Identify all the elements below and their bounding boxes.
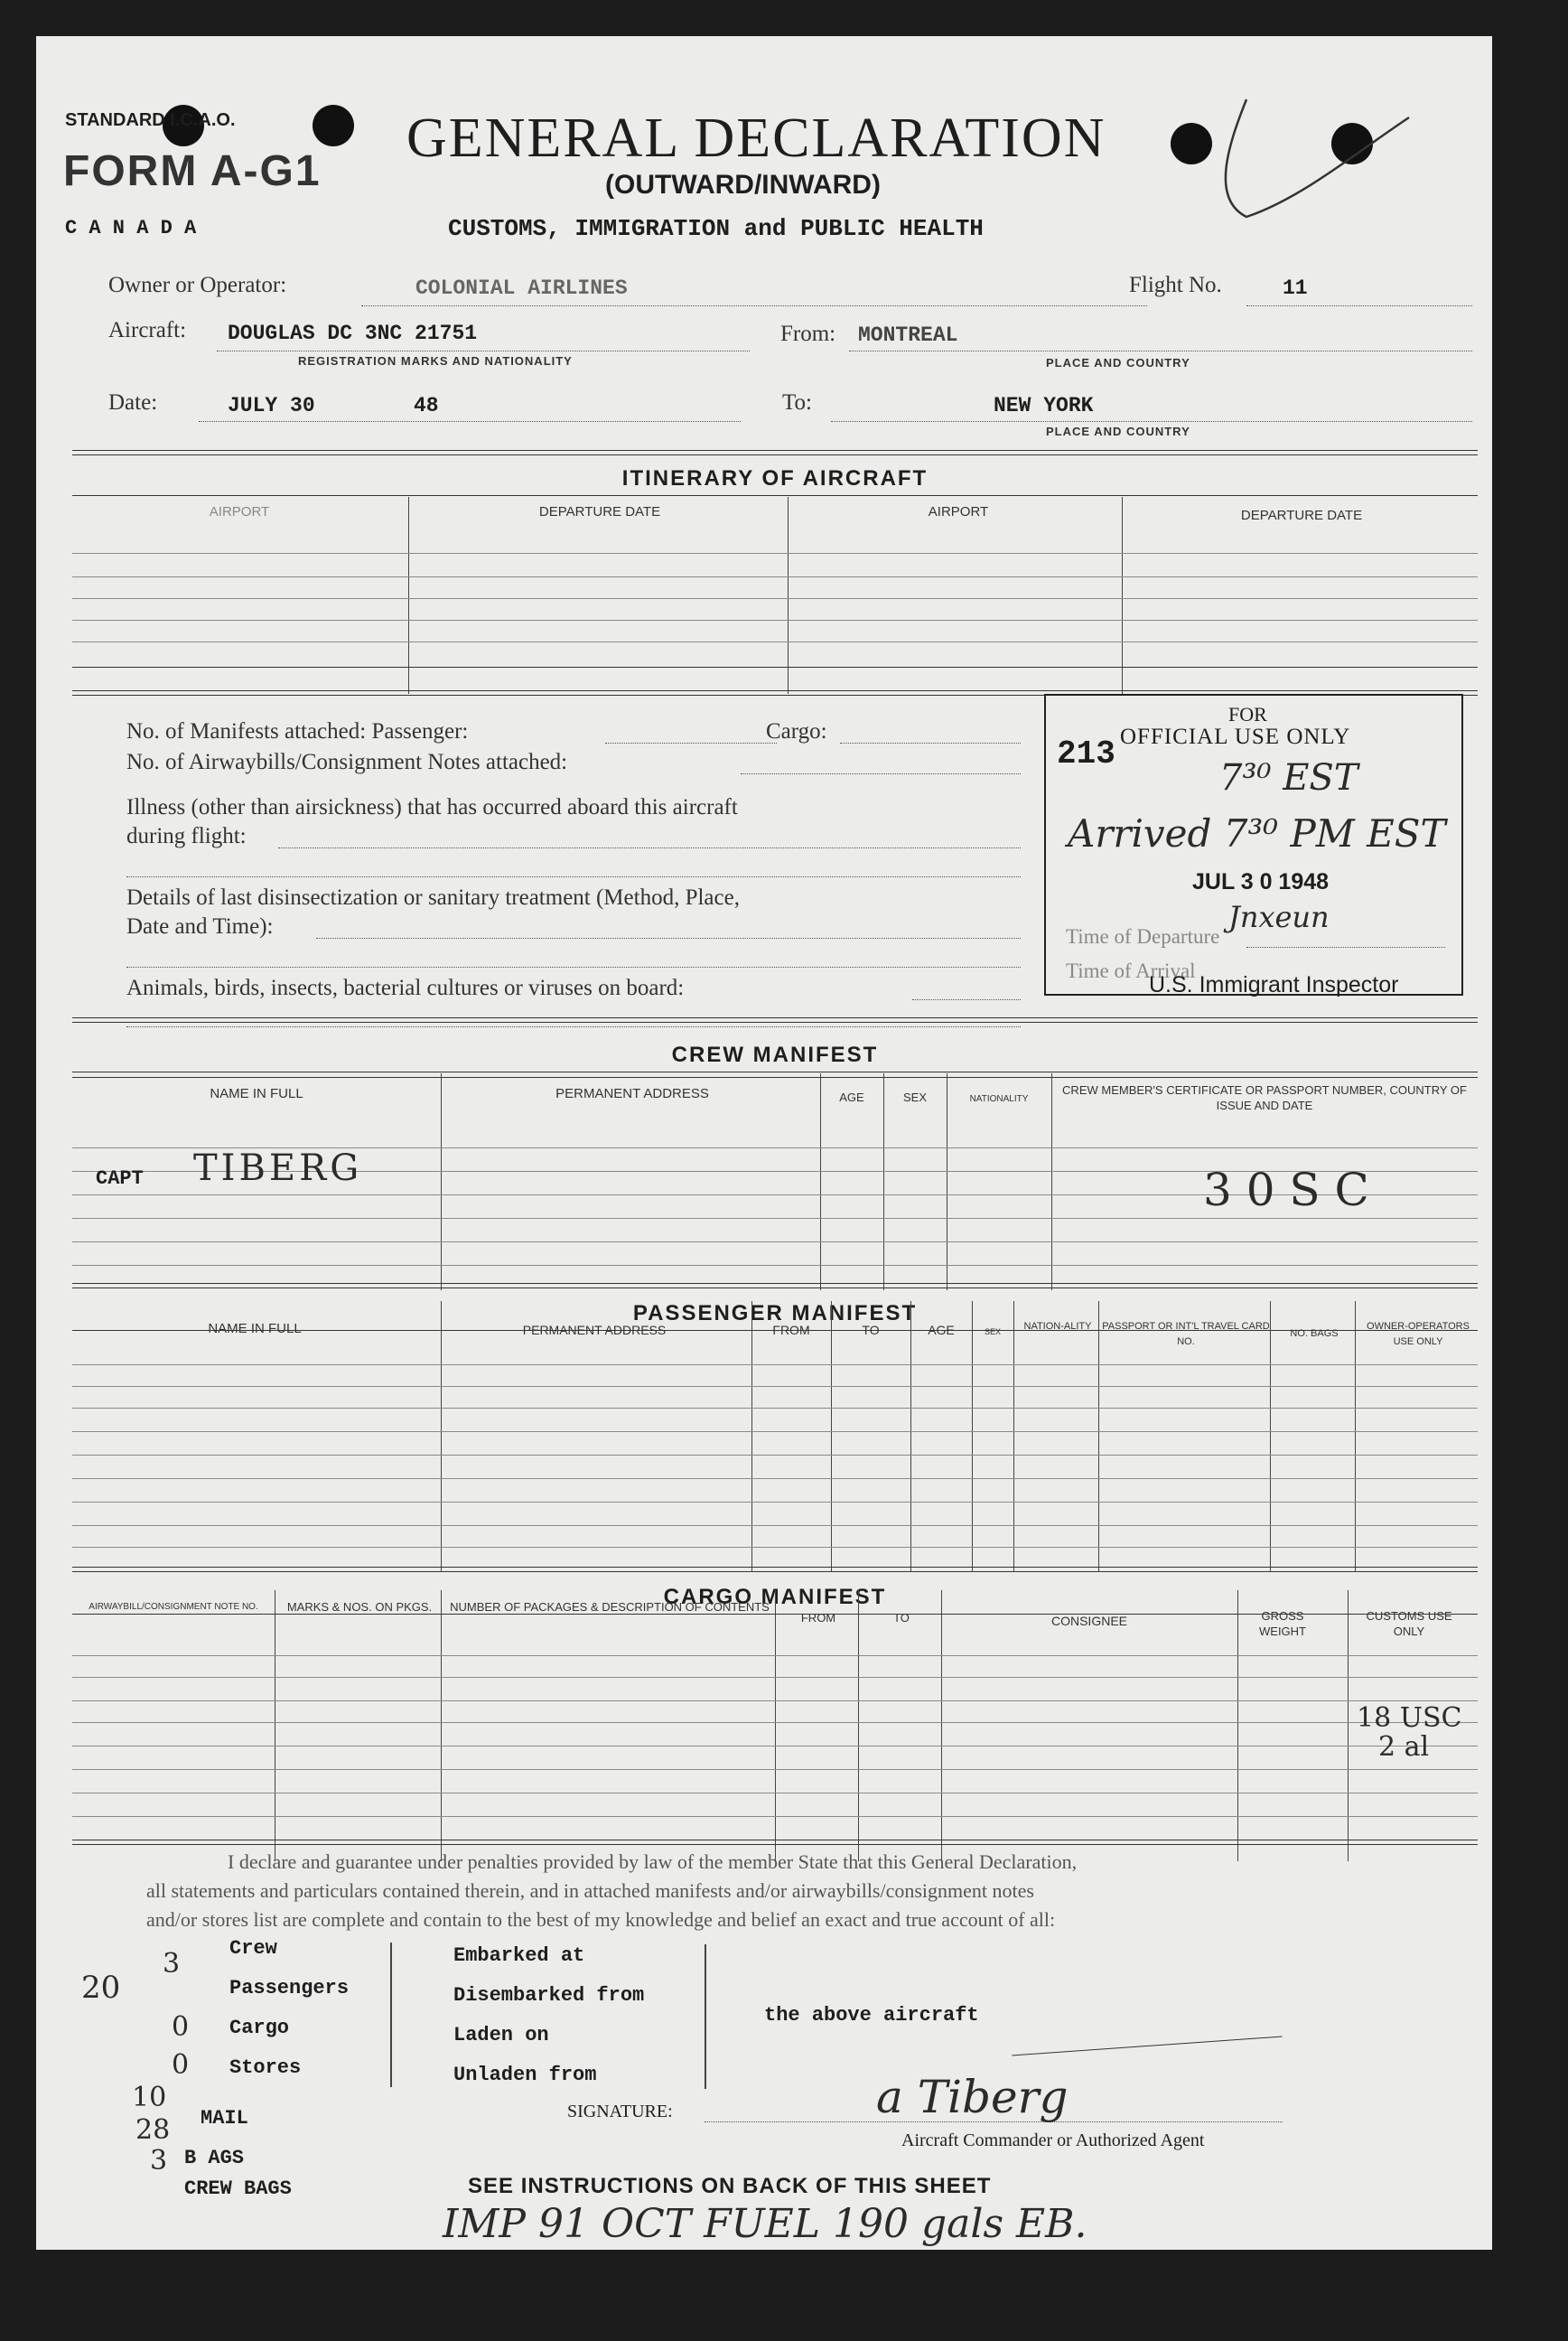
passenger-col: AGE — [928, 1323, 955, 1337]
passenger-col: SEX — [984, 1327, 1001, 1336]
crew-bags-label: CREW BAGS — [184, 2177, 292, 2200]
form-subtitle: (OUTWARD/INWARD) — [605, 170, 881, 200]
crew-col: PERMANENT ADDRESS — [555, 1086, 709, 1101]
crew-title: CREW MANIFEST — [671, 1043, 879, 1067]
to-caption: PLACE AND COUNTRY — [1046, 425, 1190, 438]
customs-note-1: 18 USC — [1357, 1702, 1462, 1734]
declaration-line: all statements and particulars contained therein, and in attached manifests and/or airwaybills/consignment notes — [146, 1879, 1034, 1902]
owner-value: COLONIAL AIRLINES — [415, 276, 628, 300]
crew-col: SEX — [902, 1091, 927, 1104]
passenger-col: PASSPORT OR INT'L TRAVEL CARD NO. — [1102, 1321, 1270, 1347]
customs-note-2: 2 al — [1378, 1731, 1430, 1763]
cargo-col: AIRWAYBILL/CONSIGNMENT NOTE NO. — [89, 1602, 258, 1612]
itinerary-col: AIRPORT — [209, 504, 270, 520]
aircraft-label: Aircraft: — [108, 318, 187, 342]
to-value: NEW YORK — [994, 394, 1094, 417]
action-embarked: Embarked at — [453, 1944, 585, 1967]
flight-label: Flight No. — [1129, 273, 1222, 297]
action-unladen: Unladen from — [453, 2064, 597, 2086]
passenger-col: NO. BAGS — [1290, 1328, 1339, 1339]
to-label: To: — [782, 390, 812, 415]
arrival-time-label: Time of Arrival — [1066, 960, 1196, 982]
flight-value: 11 — [1283, 276, 1308, 300]
hw-crew: 3 — [163, 1948, 181, 1980]
official-title: OFFICIAL USE ONLY — [1120, 725, 1351, 749]
official-for: FOR — [1228, 703, 1267, 726]
hw-bags: 28 — [135, 2114, 171, 2146]
itinerary-col: AIRPORT — [928, 504, 989, 520]
action-disembarked: Disembarked from — [453, 1984, 645, 2007]
hw-mail: 10 — [132, 2082, 167, 2113]
signature-value: a Tiberg — [876, 2071, 1069, 2123]
cargo-count-label: Cargo: — [766, 719, 827, 744]
declaration-line: I declare and guarantee under penalties provided by law of the member State that this General Declaration, — [228, 1850, 1078, 1873]
stamp-number: 213 — [1057, 735, 1115, 773]
passenger-title: PASSENGER MANIFEST — [632, 1301, 918, 1325]
form-sheet — [36, 36, 1492, 2250]
from-label: From: — [780, 322, 836, 346]
cargo-col: TO — [893, 1611, 910, 1625]
manifests-label: No. of Manifests attached: Passenger: — [126, 719, 469, 744]
crew-col: CREW MEMBER'S CERTIFICATE OR PASSPORT NUMBER, COUNTRY OF ISSUE AND DATE — [1062, 1083, 1467, 1112]
cargo-col: CUSTOMS USE ONLY — [1366, 1609, 1452, 1638]
illness-label-2: during flight: — [126, 824, 247, 848]
signature-label: SIGNATURE: — [567, 2102, 673, 2121]
action-laden: Laden on — [453, 2024, 549, 2046]
itinerary-col: DEPARTURE DATE — [538, 504, 661, 520]
hw-cargo: 0 — [172, 2011, 190, 2043]
from-caption: PLACE AND COUNTRY — [1046, 356, 1190, 370]
bottom-note: IMP 91 OCT FUEL 190 gals EB. — [443, 2201, 1087, 2247]
official-signature: Jnxeun — [1228, 900, 1330, 934]
crew-passport-note: 3 0 S C — [1203, 1164, 1369, 1216]
crew-name: TIBERG — [193, 1147, 363, 1189]
date-year: 48 — [414, 394, 439, 417]
hw-crew-bags: 3 — [150, 2145, 168, 2177]
standard-label: STANDARD I.C.A.O. — [65, 110, 236, 130]
inspector-stamp: U.S. Immigrant Inspector — [1149, 972, 1399, 997]
stamp-date: JUL 3 0 1948 — [1192, 869, 1330, 894]
arrived-note: Arrived 7³⁰ PM EST — [1068, 811, 1446, 856]
count-stores: Stores — [229, 2056, 302, 2079]
signature-caption: Aircraft Commander or Authorized Agent — [901, 2130, 1205, 2150]
from-value: MONTREAL — [858, 323, 958, 347]
cargo-col: GROSS WEIGHT — [1259, 1609, 1306, 1638]
aircraft-value: DOUGLAS DC 3NC 21751 — [228, 322, 478, 345]
illness-label: Illness (other than airsickness) that has occurred aboard this aircraft — [126, 795, 738, 819]
crew-col: NATIONALITY — [969, 1094, 1029, 1104]
mail-label: MAIL — [201, 2107, 248, 2130]
form-id: FORM A-G1 — [63, 147, 322, 195]
cargo-col: NUMBER OF PACKAGES & DESCRIPTION OF CONTENTS — [450, 1600, 770, 1614]
itinerary-title: ITINERARY OF AIRCRAFT — [621, 466, 929, 491]
form-subheading: CUSTOMS, IMMIGRATION and PUBLIC HEALTH — [448, 215, 984, 242]
cargo-col: CONSIGNEE — [1050, 1614, 1127, 1628]
details-label: Details of last disinsectization or sanitary treatment (Method, Place, — [126, 885, 740, 910]
airwaybills-label: No. of Airwaybills/Consignment Notes attached: — [126, 750, 568, 774]
hw-passengers: 20 — [81, 1970, 121, 2006]
check-mark — [1192, 90, 1427, 226]
passenger-col: NAME IN FULL — [208, 1321, 302, 1336]
crew-col: AGE — [839, 1091, 864, 1104]
form-title: GENERAL DECLARATION — [406, 108, 1106, 169]
handwritten-time: 7³⁰ EST — [1219, 757, 1358, 799]
cargo-col: MARKS & NOS. ON PKGS. — [286, 1600, 433, 1614]
animals-label: Animals, birds, insects, bacterial cultures or viruses on board: — [126, 976, 685, 1000]
passenger-col: PERMANENT ADDRESS — [522, 1323, 667, 1337]
passenger-col: TO — [862, 1323, 880, 1337]
passenger-col: FROM — [772, 1323, 810, 1337]
bags-label: B AGS — [184, 2147, 245, 2169]
date-label: Date: — [108, 390, 158, 415]
instructions-footer: SEE INSTRUCTIONS ON BACK OF THIS SHEET — [468, 2174, 992, 2198]
count-crew: Crew — [229, 1937, 277, 1960]
crew-col: NAME IN FULL — [210, 1086, 303, 1101]
owner-label: Owner or Operator: — [108, 273, 287, 297]
declaration-line: and/or stores list are complete and contain to the best of my knowledge and belief an exact and true account of all: — [146, 1908, 1056, 1931]
details-label-2: Date and Time): — [126, 914, 274, 939]
passenger-col: NATION-ALITY — [1023, 1321, 1092, 1332]
hw-stores: 0 — [172, 2049, 190, 2081]
cargo-col: FROM — [800, 1611, 836, 1625]
date-day: JULY 30 — [228, 394, 315, 417]
aircraft-text: the above aircraft — [764, 2004, 979, 2027]
punch-hole — [313, 105, 354, 146]
aircraft-caption: REGISTRATION MARKS AND NATIONALITY — [298, 354, 573, 368]
cargo-title: CARGO MANIFEST — [663, 1585, 887, 1609]
passenger-col: OWNER-OPERATORS USE ONLY — [1367, 1321, 1470, 1347]
count-passengers: Passengers — [229, 1977, 350, 1999]
departure-time-label: Time of Departure — [1066, 925, 1220, 948]
count-cargo: Cargo — [229, 2017, 290, 2039]
crew-rank: CAPT — [96, 1167, 144, 1190]
itinerary-col: DEPARTURE DATE — [1240, 508, 1363, 523]
country-label: C A N A D A — [65, 217, 197, 239]
